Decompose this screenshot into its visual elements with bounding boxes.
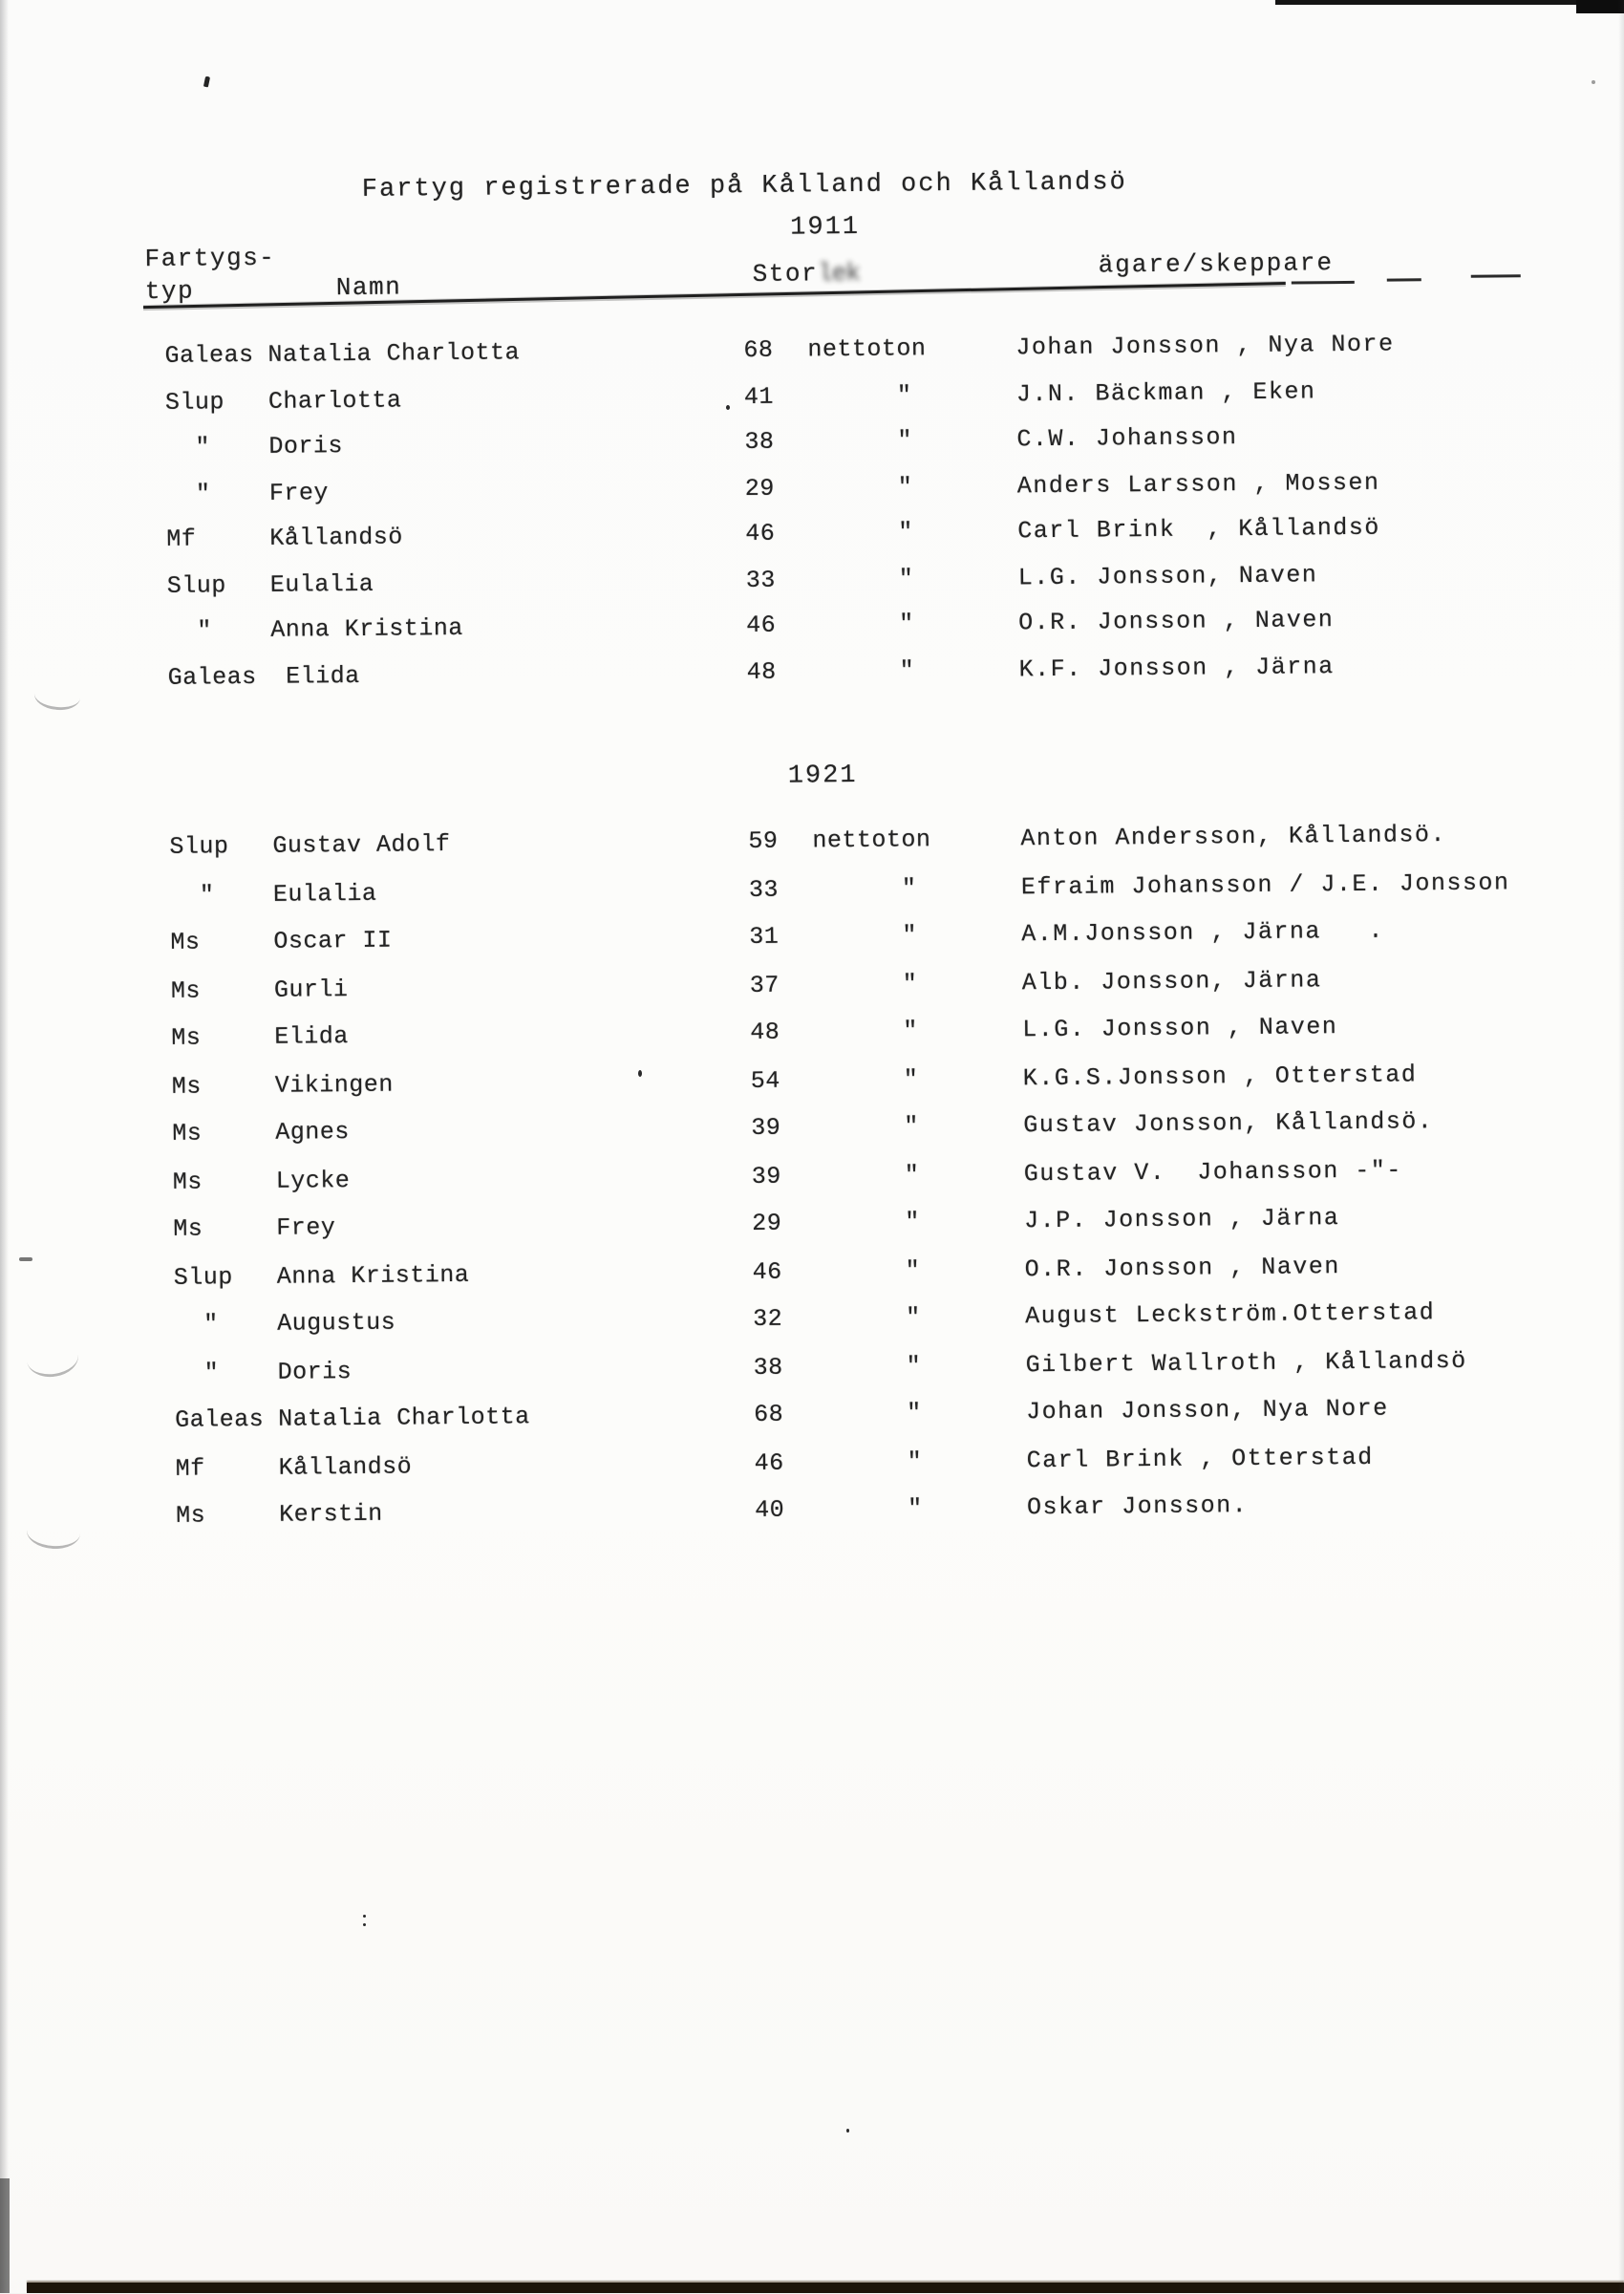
vessel-size: 39 [751, 1113, 781, 1143]
vessel-owner: Efraim Johansson / J.E. Jonsson [1020, 868, 1510, 902]
vessel-owner: A.M.Jonsson , Järna . [1021, 916, 1385, 949]
header-rule-dash [1387, 278, 1421, 281]
scan-left-margin-dash [19, 1257, 32, 1261]
vessel-type: " [169, 881, 215, 910]
vessel-size-unit: " [817, 1303, 921, 1333]
vessel-size-unit: " [816, 1256, 921, 1286]
vessel-name: Kerstin [279, 1499, 383, 1529]
vessel-type: Slup [164, 388, 225, 417]
vessel-owner: O.R. Jonsson , Naven [1018, 606, 1335, 637]
vessel-type: Ms [170, 976, 202, 1005]
page-title: Fartyg registrerade på Kålland och Kållandsö [361, 168, 1127, 204]
vessel-size: 46 [745, 519, 776, 548]
vessel-owner: K.G.S.Jonsson , Otterstad [1022, 1061, 1418, 1093]
vessel-name: Anna Kristina [270, 613, 463, 644]
header-rule [143, 282, 1286, 309]
vessel-name: Doris [268, 432, 344, 461]
vessel-size-unit: " [813, 921, 918, 951]
vessel-type: Ms [171, 1072, 203, 1101]
vessel-owner: Oskar Jonsson. [1026, 1491, 1249, 1522]
vessel-name: Gustav Adolf [272, 830, 451, 860]
vessel-size: 48 [746, 657, 777, 687]
vessel-size-unit: " [812, 874, 917, 904]
vessel-size: 29 [744, 474, 776, 504]
vessel-name: Natalia Charlotta [278, 1403, 530, 1433]
vessel-type: " [165, 480, 211, 508]
vessel-owner: O.R. Jonsson , Naven [1024, 1253, 1340, 1284]
vessel-type: " [167, 616, 212, 645]
vessel-name: Anna Kristina [276, 1260, 470, 1291]
column-header-name: Namn [335, 272, 402, 303]
column-header-type-line2: typ [144, 276, 195, 307]
vessel-owner: Carl Brink , Kållandsö [1017, 513, 1380, 546]
vessel-size-unit: " [814, 1017, 918, 1046]
vessel-owner: Anton Andersson, Kållandsö. [1020, 821, 1447, 853]
vessel-size: 29 [752, 1209, 782, 1238]
vessel-size-unit: " [809, 518, 913, 547]
vessel-owner: J.N. Bäckman , Eken [1015, 377, 1316, 409]
scan-right-edge-shadow [1618, 0, 1624, 2293]
vessel-owner: Alb. Jonsson, Järna [1021, 966, 1322, 997]
vessel-size-unit: " [807, 381, 912, 411]
vessel-type: Mf [166, 525, 197, 553]
vessel-type: Ms [172, 1168, 203, 1196]
scan-bottom-edge-strip [27, 2283, 1624, 2293]
vessel-size-unit: " [809, 565, 914, 594]
vessel-size-unit: " [810, 610, 914, 639]
vessel-size-unit: " [818, 1447, 923, 1477]
vessel-name: Frey [276, 1213, 336, 1242]
vessel-name: Elida [274, 1022, 350, 1051]
vessel-type: Slup [169, 832, 229, 861]
vessel-owner: L.G. Jonsson , Naven [1022, 1013, 1338, 1044]
vessel-size: 31 [749, 922, 780, 952]
scan-speck [726, 405, 730, 410]
column-header-size-smudged: lek [817, 258, 861, 289]
vessel-type: Slup [166, 571, 226, 600]
scan-top-right-corner-mark [1576, 0, 1624, 13]
vessel-type: Ms [170, 928, 201, 956]
vessel-type: Ms [176, 1501, 206, 1530]
vessel-size-unit: " [814, 1065, 919, 1095]
vessel-size: 38 [744, 427, 775, 457]
vessel-size: 41 [743, 382, 775, 412]
vessel-name: Agnes [275, 1118, 350, 1147]
column-header-owner: ägare/skeppare [1098, 248, 1335, 280]
header-rule-dash [1471, 274, 1521, 277]
vessel-type: Mf [175, 1454, 205, 1483]
vessel-name: Elida [270, 661, 360, 691]
scan-speck [1592, 80, 1595, 84]
vessel-type: Ms [173, 1214, 203, 1243]
vessel-owner: C.W. Johansson [1016, 423, 1238, 454]
vessel-type: Ms [172, 1119, 203, 1147]
vessel-name: Frey [268, 479, 330, 507]
vessel-size: 68 [743, 335, 774, 365]
vessel-owner: K.F. Jonsson , Järna [1018, 653, 1335, 684]
vessel-name: Lycke [275, 1167, 351, 1195]
vessel-owner: August Leckström.Otterstad [1025, 1298, 1436, 1331]
vessel-size-unit: " [818, 1399, 922, 1428]
table-1911-rows [0, 328, 1624, 710]
vessel-size-unit: " [810, 656, 915, 686]
vessel-type: " [174, 1310, 219, 1339]
vessel-name: Kållandsö [278, 1452, 413, 1482]
vessel-owner: Gustav V. Johansson -"- [1023, 1156, 1402, 1189]
vessel-owner: Gilbert Wallroth , Kållandsö [1025, 1346, 1467, 1380]
vessel-size: 40 [754, 1495, 785, 1525]
vessel-type: Ms [171, 1023, 202, 1052]
vessel-name: Kållandsö [269, 523, 404, 552]
vessel-size: 46 [746, 611, 777, 640]
scan-speck [638, 1070, 642, 1077]
vessel-owner: Anders Larsson , Mossen [1016, 468, 1380, 501]
vessel-name: Augustus [277, 1308, 396, 1338]
vessel-size: 38 [753, 1353, 783, 1383]
column-header-type-line1: Fartygs- [144, 243, 276, 274]
vessel-size: 32 [753, 1304, 783, 1334]
vessel-name: Oscar II [273, 926, 393, 955]
vessel-owner: J.P. Jonsson , Järna [1024, 1204, 1340, 1235]
section-year-1911: 1911 [790, 212, 861, 243]
vessel-size-unit: " [815, 1112, 919, 1142]
vessel-size: 37 [749, 971, 780, 1000]
vessel-name: Charlotta [267, 386, 402, 416]
vessel-size: 33 [748, 875, 780, 905]
vessel-size-unit: " [818, 1494, 923, 1524]
vessel-size-unit: " [815, 1161, 920, 1190]
vessel-size-unit: " [808, 473, 913, 503]
vessel-size: 54 [750, 1066, 780, 1096]
vessel-name: Eulalia [269, 569, 374, 599]
vessel-size: 39 [751, 1162, 781, 1191]
vessel-size-unit: nettoton [807, 334, 927, 364]
scan-left-edge-shadow [0, 0, 9, 2293]
vessel-size: 68 [754, 1400, 784, 1429]
vessel-type: Galeas [167, 662, 257, 692]
vessel-size: 59 [748, 826, 779, 856]
scan-left-edge-dark [0, 2178, 10, 2293]
vessel-owner: Johan Jonsson , Nya Nore [1015, 330, 1395, 362]
vessel-size: 46 [754, 1448, 784, 1478]
header-rule-dash [1292, 281, 1355, 285]
vessel-type: Galeas [164, 340, 254, 370]
section-year-1921: 1921 [787, 761, 858, 791]
vessel-name: Vikingen [274, 1070, 395, 1100]
vessel-name: Gurli [273, 975, 349, 1004]
column-header-size-clear: Stor [752, 259, 819, 289]
scan-speck [363, 1915, 366, 1918]
vessel-owner: Carl Brink , Otterstad [1026, 1443, 1374, 1475]
vessel-size: 33 [745, 566, 776, 595]
vessel-size-unit: " [813, 970, 918, 999]
vessel-size-unit: " [816, 1208, 920, 1237]
column-header-size [753, 259, 861, 289]
table-1921-rows [5, 819, 1624, 1551]
vessel-owner: Johan Jonsson, Nya Nore [1026, 1394, 1389, 1426]
vessel-owner: Gustav Jonsson, Kållandsö. [1023, 1107, 1434, 1140]
vessel-owner: L.G. Jonsson, Naven [1017, 561, 1318, 592]
vessel-name: Eulalia [272, 879, 377, 909]
vessel-name: Natalia Charlotta [267, 338, 521, 369]
vessel-size: 48 [750, 1018, 780, 1047]
vessel-size: 46 [752, 1257, 782, 1287]
vessel-size-unit: " [817, 1352, 922, 1382]
vessel-type: Galeas [175, 1404, 265, 1434]
vessel-type: " [165, 433, 211, 461]
scan-speck [846, 2129, 849, 2133]
scan-top-edge-line [1275, 0, 1624, 5]
vessel-name: Doris [277, 1358, 353, 1386]
vessel-size-unit: nettoton [812, 825, 931, 855]
vessel-size-unit: " [808, 426, 913, 456]
vessel-type: " [174, 1359, 220, 1387]
vessel-type: Slup [173, 1263, 233, 1292]
